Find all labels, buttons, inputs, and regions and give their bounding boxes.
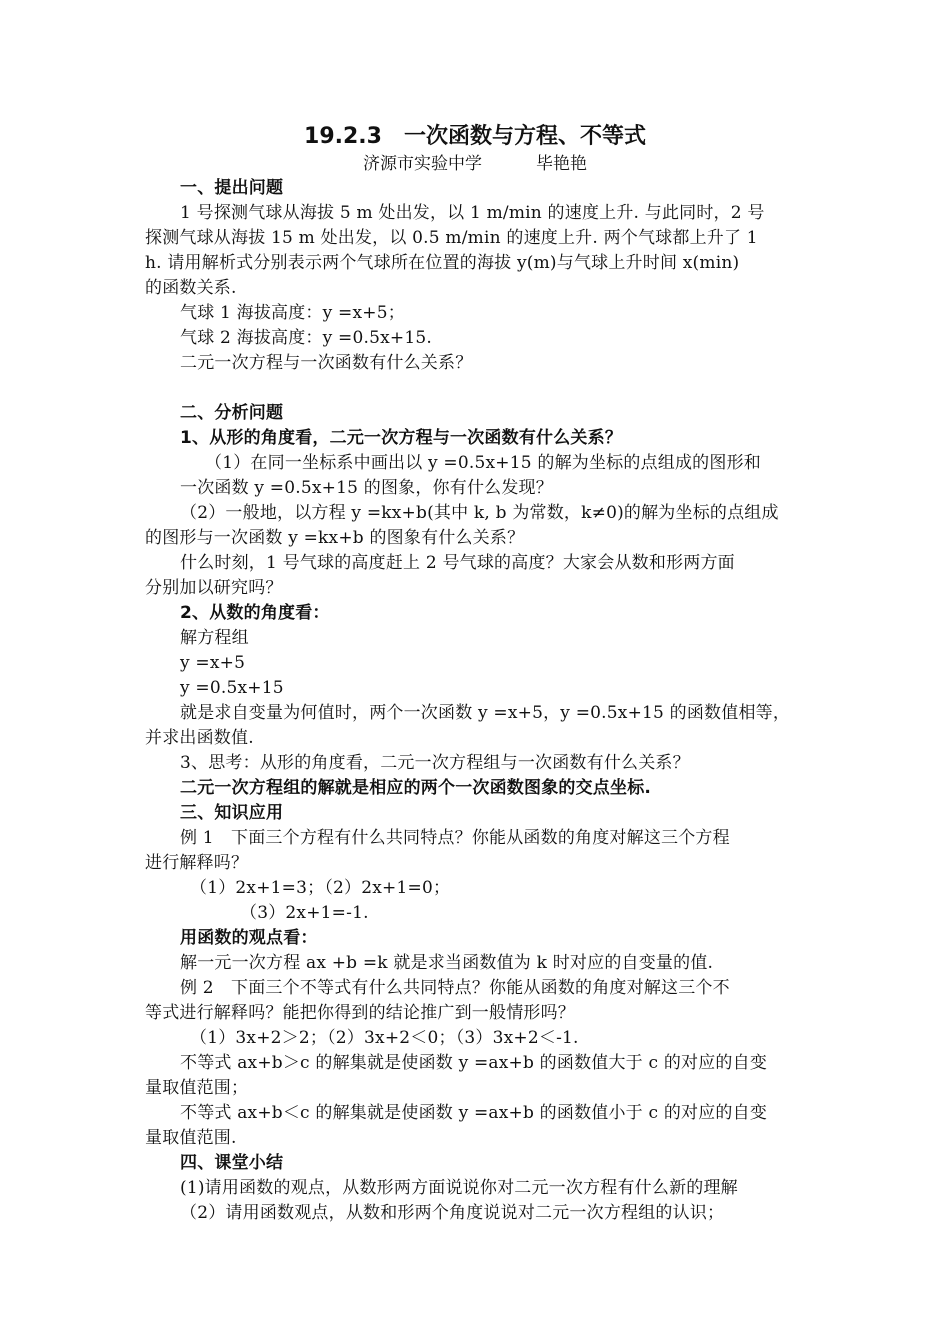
text-line: 分别加以研究吗？ bbox=[145, 578, 283, 598]
text-line: 进行解释吗？ bbox=[145, 853, 249, 873]
text-line: 并求出函数值. bbox=[145, 728, 254, 748]
text-line: （3）2x+1=-1. bbox=[240, 903, 369, 923]
section-heading: 二元一次方程组的解就是相应的两个一次函数图象的交点坐标. bbox=[180, 778, 652, 798]
page-title: 19.2.3 一次函数与方程、不等式 bbox=[304, 124, 646, 149]
text-line: 的函数关系. bbox=[145, 278, 237, 298]
text-line: 就是求自变量为何值时，两个一次函数 y =x+5，y =0.5x+15 的函数值相等， bbox=[180, 703, 791, 723]
text-line: 气球 1 海拔高度：y =x+5； bbox=[180, 303, 405, 323]
text-line: 气球 2 海拔高度：y =0.5x+15. bbox=[180, 328, 432, 348]
author-line: 济源市实验中学 毕艳艳 bbox=[362, 154, 588, 174]
text-line: y =0.5x+15 bbox=[180, 678, 284, 698]
text-line: 例 2 下面三个不等式有什么共同特点？你能从函数的角度对解这三个不 bbox=[180, 978, 730, 998]
section-heading: 用函数的观点看： bbox=[180, 928, 318, 948]
text-line: 不等式 ax+b＞c 的解集就是使函数 y =ax+b 的函数值大于 c 的对应的自变 bbox=[180, 1053, 768, 1073]
text-line: 解方程组 bbox=[180, 628, 249, 648]
text-line: 什么时刻，1 号气球的高度赶上 2 号气球的高度？大家会从数和形两方面 bbox=[180, 553, 735, 573]
section-heading: 四、课堂小结 bbox=[180, 1153, 284, 1173]
text-line: 探测气球从海拔 15 m 处出发，以 0.5 m/min 的速度上升. 两个气球都上升了 1 bbox=[145, 228, 758, 248]
text-line: 的图形与一次函数 y =kx+b 的图象有什么关系？ bbox=[145, 528, 525, 548]
text-line: 等式进行解释吗？能把你得到的结论推广到一般情形吗？ bbox=[145, 1003, 575, 1023]
section-heading: 2、从数的角度看： bbox=[180, 603, 330, 623]
section-heading: 二、分析问题 bbox=[180, 403, 284, 423]
text-line: 量取值范围； bbox=[145, 1078, 249, 1098]
text-line: 量取值范围. bbox=[145, 1128, 237, 1148]
text-line: y =x+5 bbox=[180, 653, 246, 673]
text-line: 不等式 ax+b＜c 的解集就是使函数 y =ax+b 的函数值小于 c 的对应的自变 bbox=[180, 1103, 768, 1123]
text-line: （2）请用函数观点，从数和形两个角度说说对二元一次方程组的认识； bbox=[180, 1203, 725, 1223]
text-line: （1）在同一坐标系中画出以 y =0.5x+15 的解为坐标的点组成的图形和 bbox=[205, 453, 761, 473]
text-line: 1 号探测气球从海拔 5 m 处出发，以 1 m/min 的速度上升. 与此同时，2 号 bbox=[180, 203, 765, 223]
text-line: 例 1 下面三个方程有什么共同特点？你能从函数的角度对解这三个方程 bbox=[180, 828, 730, 848]
text-line: （2）一般地，以方程 y =kx+b(其中 k, b 为常数，k≠0)的解为坐标的点组成 bbox=[180, 503, 779, 523]
section-heading: 一、提出问题 bbox=[180, 178, 284, 198]
text-line: 3、思考：从形的角度看，二元一次方程组与一次函数有什么关系？ bbox=[180, 753, 690, 773]
text-line: (1)请用函数的观点，从数形两方面说说你对二元一次方程有什么新的理解 bbox=[180, 1178, 738, 1198]
text-line: （1）3x+2＞2；（2）3x+2＜0；（3）3x+2＜-1. bbox=[190, 1028, 579, 1048]
section-heading: 1、从形的角度看，二元一次方程与一次函数有什么关系？ bbox=[180, 428, 623, 448]
text-line: 解一元一次方程 ax +b =k 就是求当函数值为 k 时对应的自变量的值. bbox=[180, 953, 714, 973]
section-heading: 三、知识应用 bbox=[180, 803, 284, 823]
text-line: （1）2x+1=3；（2）2x+1=0； bbox=[190, 878, 451, 898]
text-line: 二元一次方程与一次函数有什么关系？ bbox=[180, 353, 473, 373]
text-line: h. 请用解析式分别表示两个气球所在位置的海拔 y(m)与气球上升时间 x(min) bbox=[145, 253, 740, 273]
text-line: 一次函数 y =0.5x+15 的图象，你有什么发现？ bbox=[180, 478, 553, 498]
